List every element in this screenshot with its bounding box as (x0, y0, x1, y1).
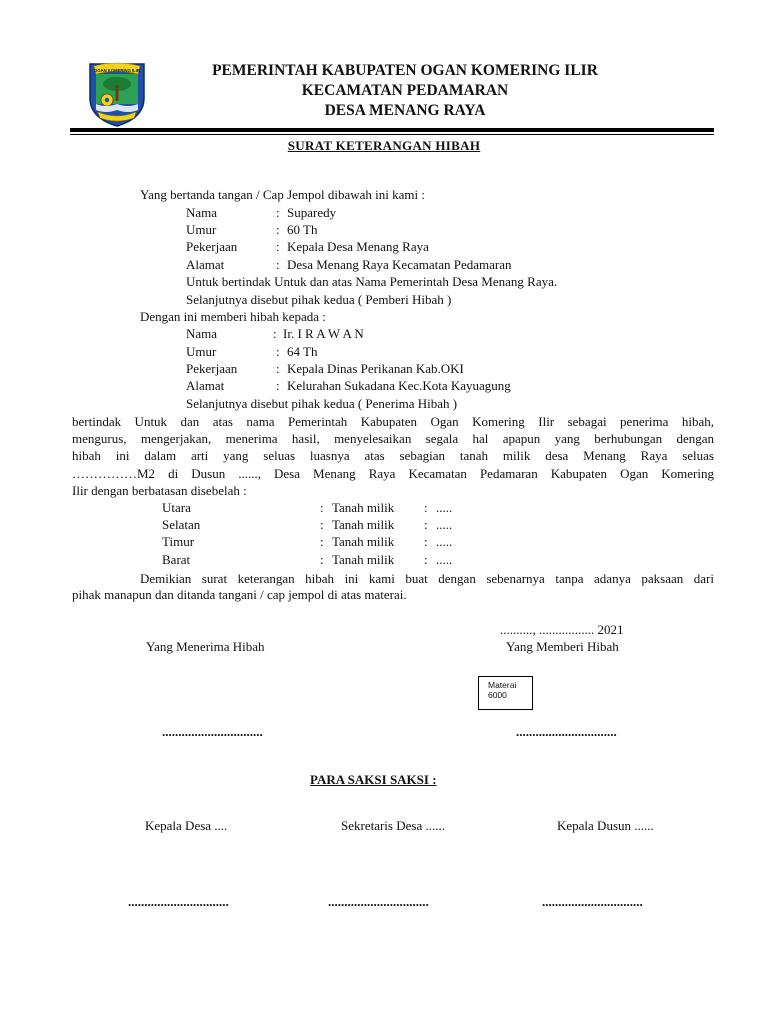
giver-job-value: Kepala Desa Menang Raya (287, 239, 429, 254)
giver-note-1: Untuk bertindak Untuk dan atas Nama Pemerintah Desa Menang Raya. (186, 274, 558, 289)
receiver-label: Nama (186, 326, 218, 341)
border-value: Tanah milik (332, 552, 395, 567)
border-value: Tanah milik (332, 517, 395, 532)
materai-value: 6000 (488, 690, 507, 700)
receiver-signature-line: ............................... (162, 724, 263, 739)
border-sep: : (424, 534, 428, 549)
date-line: .........., ................. 2021 (500, 622, 624, 637)
body-line: mengurus, mengerjakan, menerima hasil, menyelesaikan segala hal apapun yang berhubungan dengan (72, 431, 714, 446)
materai-stamp-box (478, 676, 533, 710)
giver-label: Nama (186, 205, 218, 220)
border-dots: ..... (436, 517, 453, 532)
border-dots: ..... (436, 500, 453, 515)
giver-label: Pekerjaan (186, 239, 238, 254)
giver-sep: : (276, 205, 280, 220)
receiver-sep: : (276, 361, 280, 376)
header-rule-thick (70, 128, 714, 132)
border-sep: : (320, 552, 324, 567)
intro-text: Yang bertanda tangan / Cap Jempol dibawah ini kami : (140, 187, 425, 202)
closing-line-2: pihak manapun dan ditanda tangani / cap jempol di atas materai. (72, 587, 407, 602)
header-line-1: PEMERINTAH KABUPATEN OGAN KOMERING ILIR (212, 62, 598, 79)
border-sep: : (424, 517, 428, 532)
giver-sign-label: Yang Memberi Hibah (506, 639, 619, 654)
witness-1-signature-line: ............................... (128, 894, 229, 909)
body-line: bertindak Untuk dan atas nama Pemerintah Kabupaten Ogan Komering Ilir sebagai penerima hibah, (72, 414, 714, 429)
giver-name-value: Suparedy (287, 205, 337, 220)
giver-label: Umur (186, 222, 217, 237)
border-value: Tanah milik (332, 534, 395, 549)
witness-3-signature-line: ............................... (542, 894, 643, 909)
giver-signature-line: ............................... (516, 724, 617, 739)
body-line: Ilir dengan berbatasan disebelah : (72, 483, 247, 498)
receiver-sep: : (273, 326, 277, 341)
header-rule-thin (70, 134, 714, 135)
witness-2-signature-line: ............................... (328, 894, 429, 909)
giver-sep: : (276, 222, 280, 237)
border-sep: : (320, 517, 324, 532)
receiver-sep: : (276, 378, 280, 393)
logo-banner-text: OGAN KOMERING ILIR (94, 68, 140, 73)
giver-address-value: Desa Menang Raya Kecamatan Pedamaran (287, 257, 512, 272)
border-sep: : (424, 500, 428, 515)
border-direction: Timur (162, 534, 195, 549)
header-line-3: DESA MENANG RAYA (324, 102, 486, 119)
giver-label: Alamat (186, 257, 225, 272)
witness-title: PARA SAKSI SAKSI : (310, 772, 437, 787)
body-line: hibah ini dalam arti yang seluas luasnya atas sebagian tanah milik desa Menang Raya seluas (72, 448, 714, 463)
witness-1-label: Kepala Desa .... (145, 818, 228, 833)
border-value: Tanah milik (332, 500, 395, 515)
receiver-name-value: Ir. I R A W A N (283, 326, 364, 341)
witness-2-label: Sekretaris Desa ...... (341, 818, 445, 833)
witness-3-label: Kepala Dusun ...... (557, 818, 654, 833)
giver-sep: : (276, 239, 280, 254)
giver-age-value: 60 Th (287, 222, 318, 237)
receiver-label: Umur (186, 344, 217, 359)
giver-note-2: Selanjutnya disebut pihak kedua ( Pemberi Hibah ) (186, 292, 452, 307)
receiver-sign-label: Yang Menerima Hibah (146, 639, 265, 654)
giver-sep: : (276, 257, 280, 272)
body-line: ……………M2 di Dusun ......, Desa Menang Raya Kecamatan Pedamaran Kabupaten Ogan Komering (72, 466, 714, 481)
border-direction: Barat (162, 552, 191, 567)
border-direction: Utara (162, 500, 191, 515)
receiver-label: Pekerjaan (186, 361, 238, 376)
border-sep: : (320, 534, 324, 549)
receiver-note: Selanjutnya disebut pihak kedua ( Penerima Hibah ) (186, 396, 458, 411)
header-line-2: KECAMATAN PEDAMARAN (301, 82, 509, 99)
border-sep: : (320, 500, 324, 515)
receiver-address-value: Kelurahan Sukadana Kec.Kota Kayuagung (287, 378, 511, 393)
border-dots: ..... (436, 534, 453, 549)
receiver-sep: : (276, 344, 280, 359)
border-dots: ..... (436, 552, 453, 567)
receiver-label: Alamat (186, 378, 225, 393)
receiver-age-value: 64 Th (287, 344, 318, 359)
materai-label: Materai (488, 680, 517, 690)
document-title: SURAT KETERANGAN HIBAH (287, 138, 481, 153)
receiver-job-value: Kepala Dinas Perikanan Kab.OKI (287, 361, 464, 376)
closing-line-1: Demikian surat keterangan hibah ini kami buat dengan sebenarnya tanpa adanya paksaan dari (140, 571, 714, 586)
border-direction: Selatan (162, 517, 201, 532)
border-sep: : (424, 552, 428, 567)
intro-text-2: Dengan ini memberi hibah kepada : (140, 309, 326, 324)
